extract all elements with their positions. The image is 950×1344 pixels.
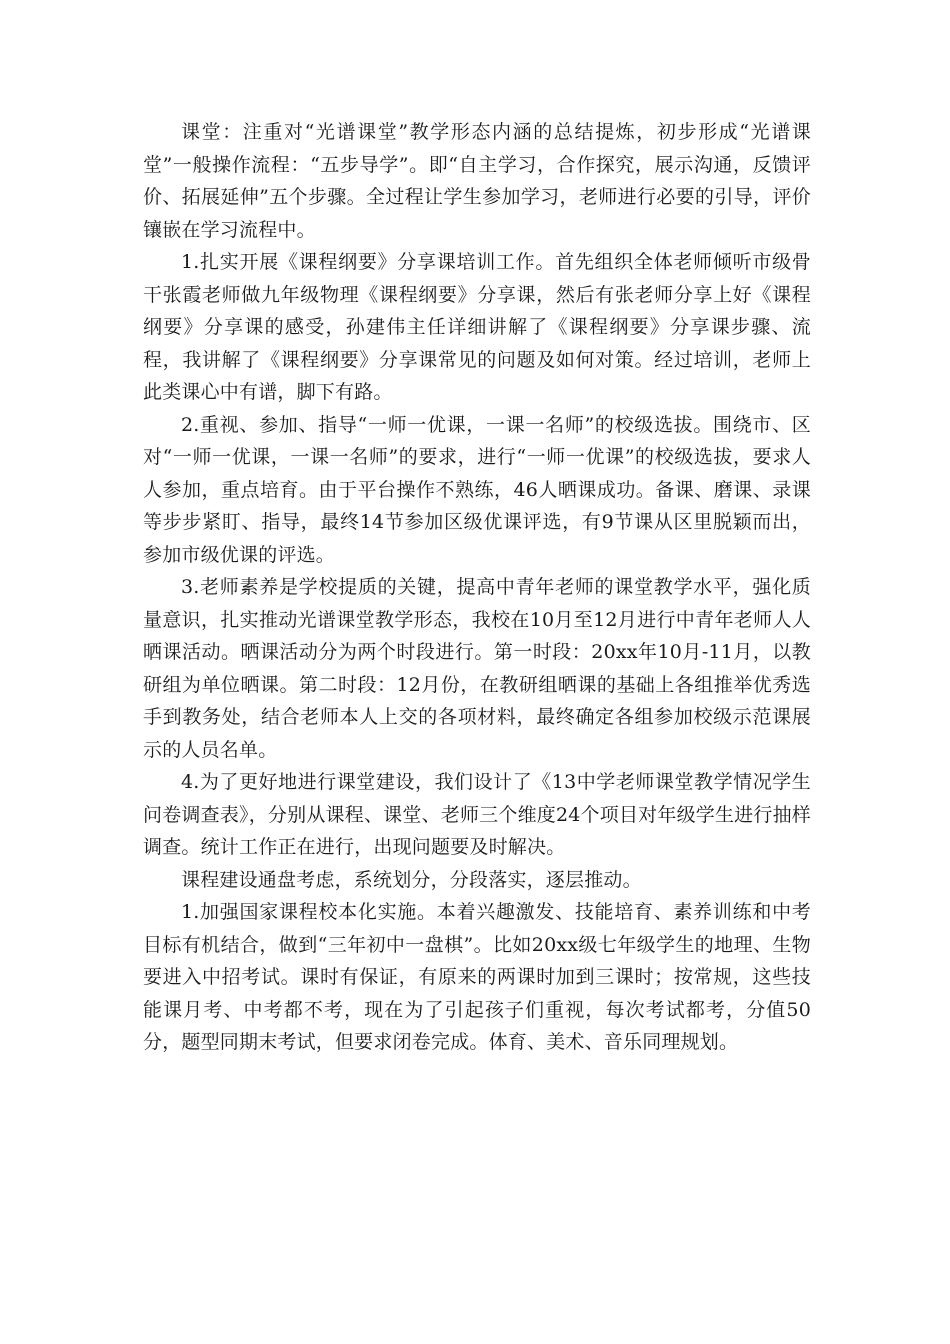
paragraph-5: 4.为了更好地进行课堂建设，我们设计了《13中学老师课堂教学情况学生问卷调查表》，分别从课程、课堂、老师三个维度24个项目对年级学生进行抽样调查。统计工作正在进行，出现问题要及时解决。 [143,771,811,858]
document-body [143,116,811,1059]
paragraph-3: 2.重视、参加、指导“一师一优课，一课一名师”的校级选拔。围绕市、区对“一师一优课，一课一名师”的要求，进行“一师一优课”的校级选拔，要求人人参加，重点培育。由于平台操作不熟练，46人晒课成功。备课、磨课、录课等步步紧盯、指导，最终14节参加区级优课评选，有9节课从区里脱颖而出，参加市级优课的评选。 [143,413,811,566]
paragraph-6: 课程建设通盘考虑，系统划分，分段落实，逐层推动。 [181,868,642,891]
paragraph-4: 3.老师素养是学校提质的关键，提高中青年老师的课堂教学水平，强化质量意识，扎实推动光谱课堂教学形态，我校在10月至12月进行中青年老师人人晒课活动。晒课活动分为两个时段进行。第一时段：20xx年10月-11月，以教研组为单位晒课。第二时段：12月份，在教研组晒课的基础上各组推举优秀选手到教务处，结合老师本人上交的各项材料，最终确定各组参加校级示范课展示的人员名单。 [143,576,811,761]
paragraph-7: 1.加强国家课程校本化实施。本着兴趣激发、技能培育、素养训练和中考目标有机结合，做到“三年初中一盘棋”。比如20xx级七年级学生的地理、生物要进入中招考试。课时有保证，有原来的两课时加到三课时；按常规，这些技能课月考、中考都不考，现在为了引起孩子们重视，每次考试都考，分值50分，题型同期末考试，但要求闭卷完成。体育、美术、音乐同理规划。 [143,901,811,1053]
paragraph-1: 课堂：注重对“光谱课堂”教学形态内涵的总结提炼，初步形成“光谱课堂”一般操作流程：“五步导学”。即“自主学习，合作探究，展示沟通，反馈评价、拓展延伸”五个步骤。全过程让学生参加学习，老师进行必要的引导，评价镶嵌在学习流程中。 [143,121,811,241]
paragraph-2: 1.扎实开展《课程纲要》分享课培训工作。首先组织全体老师倾听市级骨干张霞老师做九年级物理《课程纲要》分享课，然后有张老师分享上好《课程纲要》分享课的感受，孙建伟主任详细讲解了《课程纲要》分享课步骤、流程，我讲解了《课程纲要》分享课常见的问题及如何对策。经过培训，老师上此类课心中有谱，脚下有路。 [143,251,811,403]
